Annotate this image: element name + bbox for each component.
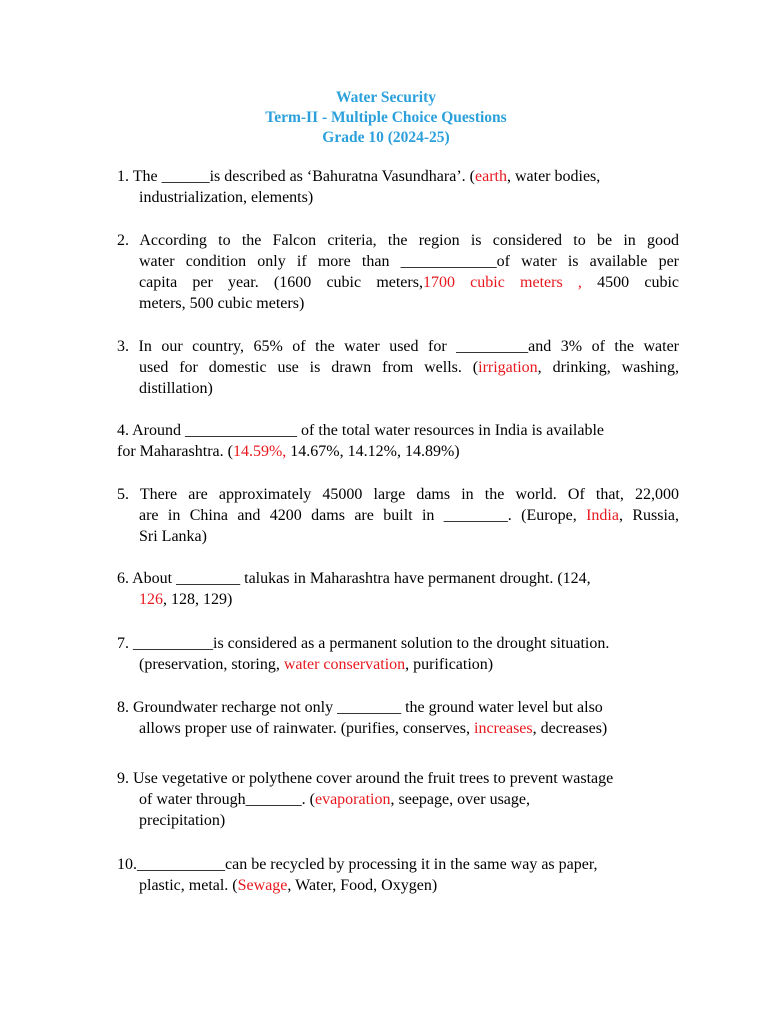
question-line: allows proper use of rainwater. (purifies, conserves, increases, decreases) [139, 720, 608, 737]
answer-highlight: evaporation [314, 791, 391, 808]
question-line: distillation) [139, 380, 213, 397]
document-title: Water Security [335, 89, 436, 106]
question-line: meters, 500 cubic meters) [139, 295, 305, 312]
question-line: plastic, metal. (Sewage, Water, Food, Oxygen) [139, 877, 438, 894]
answer-highlight: earth [474, 168, 507, 185]
question-line: of water through_______. (evaporation, seepage, over usage, [139, 791, 530, 808]
question-line: for Maharashtra. (14.59%, 14.67%, 14.12%, 14.89%) [117, 443, 460, 460]
answer-highlight: 1700 cubic meters , [422, 274, 582, 291]
question-line: 5. There are approximately 45000 large dams in the world. Of that, 22,000 [117, 486, 679, 503]
question-line: water condition only if more than ____________of water is available per [139, 253, 679, 270]
question-line: capita per year. (1600 cubic meters,1700 cubic meters , 4500 cubic [139, 274, 679, 291]
question-3 [117, 336, 679, 399]
question-line: 7. __________is considered as a permanent solution to the drought situation. [117, 635, 610, 652]
question-line: 2. According to the Falcon criteria, the region is considered to be in good [117, 232, 679, 249]
document-header [0, 88, 768, 148]
question-line: Sri Lanka) [139, 528, 207, 545]
answer-highlight: water conservation [283, 656, 406, 673]
question-line: 10.___________can be recycled by processing it in the same way as paper, [117, 856, 598, 873]
answer-highlight: increases [474, 720, 533, 737]
answer-highlight: 126 [139, 591, 163, 608]
document-grade: Grade 10 (2024-25) [322, 129, 450, 146]
answer-highlight: irrigation [478, 359, 538, 376]
question-line: 6. About ________ talukas in Maharashtra have permanent drought. (124, [117, 570, 591, 587]
question-line: 126, 128, 129) [139, 591, 233, 608]
question-line: 8. Groundwater recharge not only ________ the ground water level but also [117, 699, 603, 716]
answer-highlight: India [586, 507, 619, 524]
question-10 [117, 854, 679, 896]
answer-highlight: Sewage [237, 877, 288, 894]
question-6 [117, 568, 679, 610]
question-line: 4. Around ______________ of the total water resources in India is available [117, 422, 604, 439]
question-line: 9. Use vegetative or polythene cover around the fruit trees to prevent wastage [117, 770, 614, 787]
question-line: 3. In our country, 65% of the water used for _________and 3% of the water [117, 338, 679, 355]
question-line: are in China and 4200 dams are built in ________. (Europe, India, Russia, [139, 507, 680, 524]
question-2 [117, 230, 679, 314]
question-1 [117, 166, 679, 208]
document-subtitle: Term-II - Multiple Choice Questions [265, 109, 507, 126]
question-8 [117, 697, 679, 739]
question-line: 1. The ______is described as ‘Bahuratna Vasundhara’. (earth, water bodies, [117, 168, 601, 185]
question-line: (preservation, storing, water conservation, purification) [139, 656, 494, 673]
answer-highlight: 14.59%, [232, 443, 287, 460]
question-9 [117, 768, 679, 831]
question-5 [117, 484, 679, 547]
question-7 [117, 633, 679, 675]
question-line: industrialization, elements) [139, 189, 314, 206]
question-4 [117, 420, 679, 462]
question-line: used for domestic use is drawn from wells. (irrigation, drinking, washing, [139, 359, 680, 376]
question-line: precipitation) [139, 812, 226, 829]
